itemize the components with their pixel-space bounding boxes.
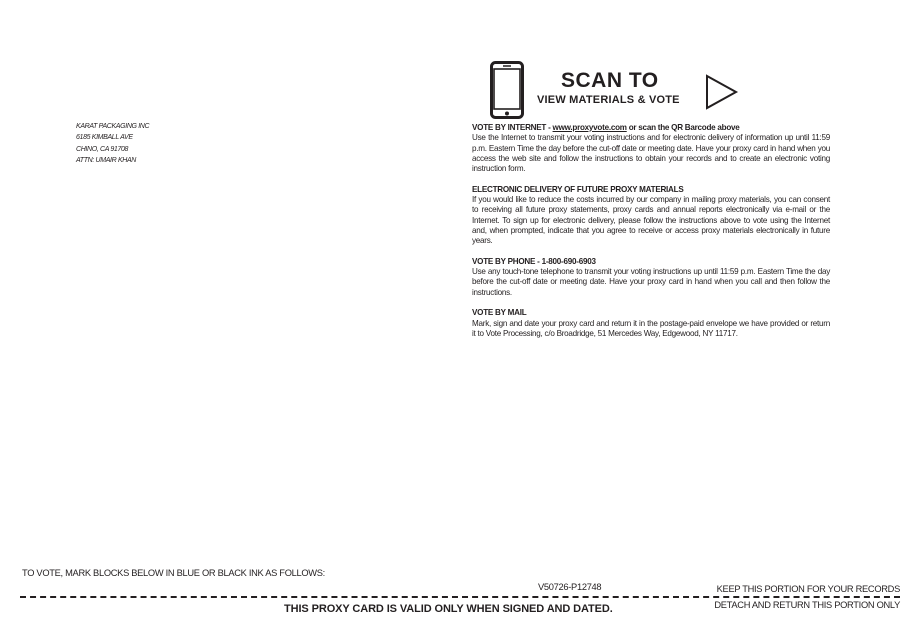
address-line: CHINO, CA 91708: [76, 145, 129, 153]
detach-portion-label: DETACH AND RETURN THIS PORTION ONLY: [714, 600, 900, 610]
address-line: 6185 KIMBALL AVE: [76, 134, 133, 142]
voting-instructions: [472, 123, 830, 350]
vote-note: TO VOTE, MARK BLOCKS BELOW IN BLUE OR BLACK INK AS FOLLOWS:: [22, 568, 325, 578]
proxyvote-link[interactable]: www.proxyvote.com: [552, 123, 627, 132]
scan-subtitle: VIEW MATERIALS & VOTE: [537, 94, 680, 106]
internet-body: Use the Internet to transmit your voting instructions and for electronic delivery of information up until 11:59 p.m. Eastern Time the day before the cut-off date or meeting date. Have your proxy card in hand when you access the web site and follow the instructions to obtain your records and to create an electronic voting instruction form.: [472, 133, 830, 174]
control-number: V50726-P12748: [538, 582, 602, 592]
internet-heading: VOTE BY INTERNET - www.proxyvote.com or scan the QR Barcode above: [472, 123, 740, 132]
address-line: ATTN: UMAIR KHAN: [76, 156, 136, 164]
electronic-heading: ELECTRONIC DELIVERY OF FUTURE PROXY MATERIALS: [472, 184, 684, 194]
phone-heading: VOTE BY PHONE - 1-800-690-6903: [472, 256, 596, 266]
valid-notice: THIS PROXY CARD IS VALID ONLY WHEN SIGNED AND DATED.: [284, 603, 613, 615]
electronic-body: If you would like to reduce the costs incurred by our company in mailing proxy materials, you can consent to receiving all future proxy statements, proxy cards and annual reports electronically via e-mail or the Internet. To sign up for electronic delivery, please follow the instructions above to vote using the Internet and, when prompted, indicate that you agree to receive or access proxy materials electronically in future years.: [472, 195, 830, 246]
play-triangle-icon: [705, 74, 739, 110]
address-line: KARAT PACKAGING INC: [76, 123, 150, 130]
smartphone-icon: [490, 61, 524, 119]
scan-title: SCAN TO: [561, 69, 659, 92]
mailing-address: [76, 121, 149, 166]
keep-portion-label: KEEP THIS PORTION FOR YOUR RECORDS: [716, 584, 900, 594]
phone-body: Use any touch-tone telephone to transmit your voting instructions up until 11:59 p.m. Eastern Time the day before the cut-off date or meeting date. Have your proxy card in hand when you call and then follow the instructions.: [472, 267, 830, 297]
mail-heading: VOTE BY MAIL: [472, 308, 527, 318]
mail-body: Mark, sign and date your proxy card and return it in the postage-paid envelope we have provided or return it to Vote Processing, c/o Broadridge, 51 Mercedes Way, Edgewood, NY 11717.: [472, 318, 830, 338]
detach-line: [20, 596, 900, 598]
